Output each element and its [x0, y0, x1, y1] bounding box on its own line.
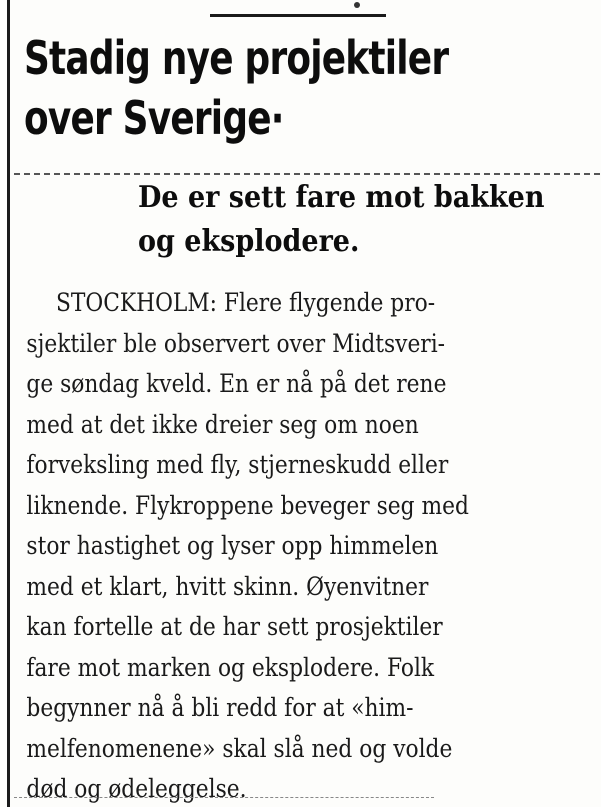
column-rule-left [7, 0, 10, 807]
body-line: ge søndag kveld. En er nå på det rene [26, 369, 447, 398]
body-line: STOCKHOLM: Flere flygende pro- [56, 288, 436, 317]
body-line: melfenomenene» skal slå ned og volde [26, 733, 453, 763]
subheadline [138, 176, 543, 264]
body-line: forveksling med fly, stjerneskudd eller [26, 450, 449, 479]
body-line: begynner nå å bli redd for at «him- [26, 693, 414, 722]
headline-line-1: Stadig nye projektiler [24, 31, 449, 85]
body-line: med et klart, hvitt skinn. Øyenvitner [26, 571, 429, 601]
headline [24, 28, 461, 148]
body-line: liknende. Flykroppene beveger seg med [26, 490, 469, 520]
body-line: med at det ikke dreier seg om noen [26, 409, 419, 439]
body-line: stor hastighet og lyser opp himmelen [26, 531, 439, 560]
column-rule-top [210, 14, 386, 17]
body-line: sjektiler ble observert over Midtsveri- [26, 328, 446, 358]
body-line: død og ødeleggelse. [26, 774, 247, 803]
subheadline-line-2: og eksplodere. [138, 224, 360, 259]
column-rule-bottom [14, 797, 434, 798]
body-line: kan fortelle at de har sett prosjektiler [26, 612, 443, 641]
headline-line-2: over Sverige· [24, 91, 284, 145]
subheadline-line-1: De er sett fare mot bakken [138, 180, 545, 215]
body-line: fare mot marken og eksplodere. Folk [26, 652, 435, 682]
print-speck [354, 2, 360, 8]
headline-divider [14, 173, 600, 175]
article-body [26, 283, 526, 810]
